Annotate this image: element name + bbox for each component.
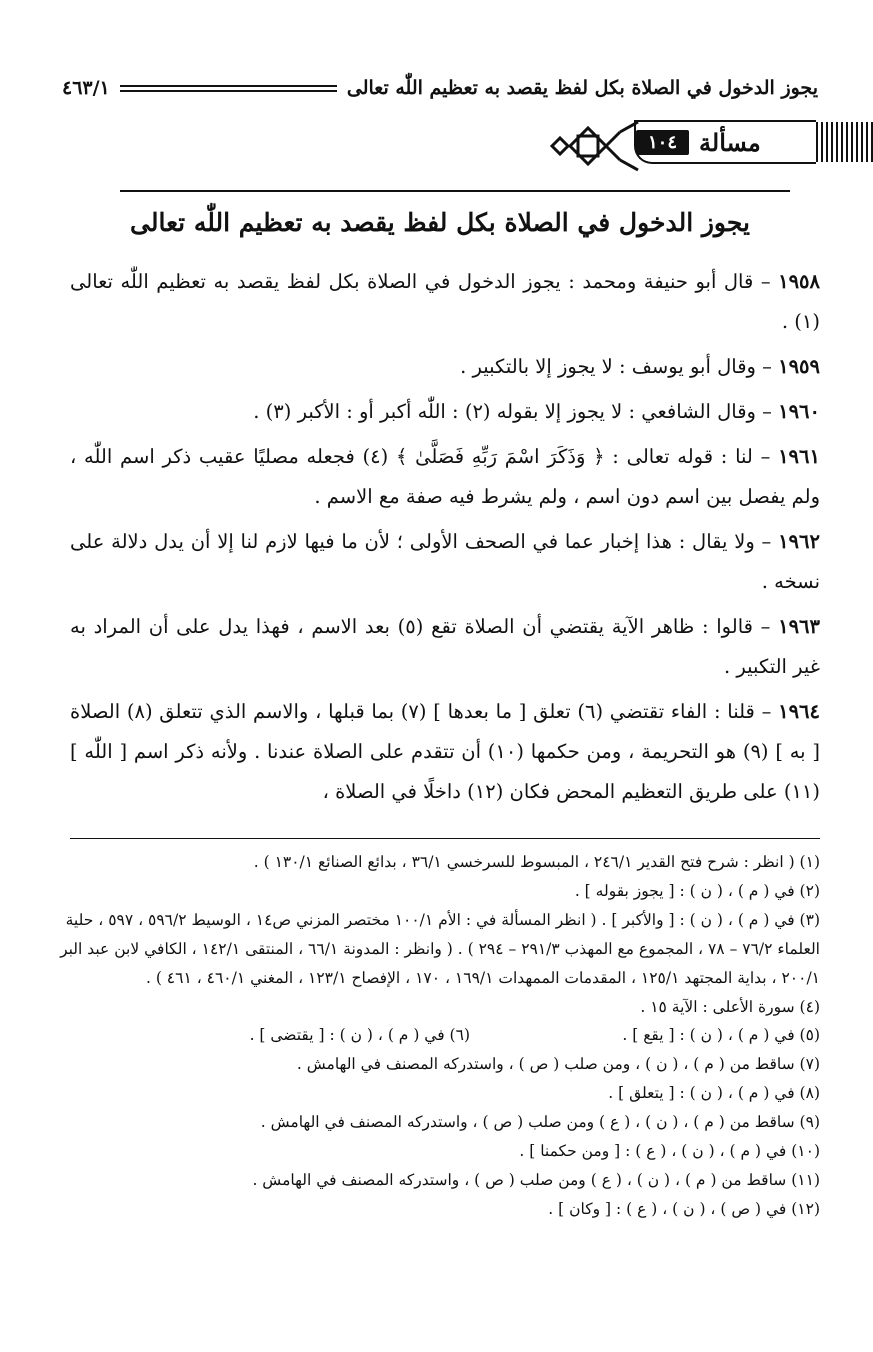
paragraph-text: – قلنا : الفاء تقتضي (٦) تعلق [ ما بعدها ] (٧) بما قبلها ، والاسم الذي تتعلق (٨) الصلاة [ به ] (٩) هو التحريمة ، ومن حكمها (١٠) أن تتقدم على الصلاة عندنا . ولأنه ذكر اسم [ اللّٰه ] (١١) على طريق التعظيم المحض فكان (١٢) داخلًا في الصلاة ، (70, 700, 820, 803)
paragraph (70, 347, 820, 387)
issue-title: يجوز الدخول في الصلاة بكل لفظ يقصد به تعظيم اللّٰه تعالى (130, 208, 750, 237)
footnote: (١٢) في ( ص ) ، ( ن ) ، ( ع ) : [ وكان ] . (548, 1199, 820, 1218)
paragraph-text: – قال أبو حنيفة ومحمد : يجوز الدخول في الصلاة بكل لفظ يقصد به تعظيم اللّٰه تعالى (١) . (70, 270, 820, 333)
masala-box (634, 120, 816, 164)
body-text (70, 262, 820, 817)
paragraph (70, 262, 820, 342)
geometric-ornament-icon (548, 118, 640, 174)
footnote: (٣) في ( م ) ، ( ن ) : [ والأكبر ] . ( انظر المسألة في : الأم ١٠٠/١ مختصر المزني ص١٤ ، الوسيط ٥٩٦/٢ ، ٥٩٧ ، حلية العلماء ٧٦/٢ – ٧٨ ، المجموع مع المهذب ٢٩١/٣ – ٢٩٤ ) . ( وانظر : المدونة ٦٦/١ ، المنتقى ١٤٢/١ ، الكافي لابن عبد البر ٢٠٠/١ ، بداية المجتهد ١٢٥/١ ، المقدمات الممهدات ١٦٩/١ ، ١٧٠ ، الإفصاح ١٢٣/١ ، المغني ٤٦٠/١ ، ٤٦١ ) . (60, 910, 820, 987)
paragraph-text: – لنا : قوله تعالى : ﴿ وَذَكَرَ اسْمَ رَبِّهِ فَصَلَّىٰ ﴾ (٤) فجعله مصليًا عقيب ذكر اسم اللّٰه ، ولم يفصل بين اسم دون اسم ، ولم يشرط فيه صفة مع الاسم . (70, 445, 820, 508)
paragraph-text: – وقال أبو يوسف : لا يجوز إلا بالتكبير . (460, 355, 772, 378)
paragraph (70, 437, 820, 517)
paragraph-number: ١٩٦١ (778, 445, 820, 468)
paragraph-number: ١٩٥٩ (778, 355, 820, 378)
masala-number: ١٠٤ (636, 130, 689, 155)
footnote: (١١) ساقط من ( م ) ، ( ن ) ، ( ع ) ومن صلب ( ص ) ، واستدركه المصنف في الهامش . (252, 1170, 820, 1189)
page-reference: ٤٦٣/١ (62, 77, 110, 99)
running-title: يجوز الدخول في الصلاة بكل لفظ يقصد به تعظيم اللّٰه تعالى (346, 77, 818, 99)
paragraph-number: ١٩٥٨ (778, 270, 820, 293)
footnote-row (60, 1021, 820, 1050)
paragraph (70, 607, 820, 687)
footnotes (60, 848, 820, 1224)
paragraph-number: ١٩٦٢ (778, 530, 820, 553)
paragraph (70, 522, 820, 602)
title-rule (120, 190, 790, 192)
header-double-rule (120, 85, 337, 92)
footnote: (٤) سورة الأعلى : الآية ١٥ . (640, 997, 820, 1016)
paragraph-text: – ولا يقال : هذا إخبار عما في الصحف الأولى ؛ لأن ما فيها لازم لنا إلا أن يدل دلالة على نسخه . (70, 530, 820, 593)
footnote: (٥) في ( م ) ، ( ن ) : [ يقع ] . (622, 1026, 820, 1045)
masala-banner (548, 118, 873, 174)
footnote: (٦) في ( م ) ، ( ن ) : [ يقتضى ] . (249, 1026, 470, 1045)
banner-bars-ornament (816, 122, 873, 162)
footnote-divider (70, 838, 820, 839)
paragraph-number: ١٩٦٤ (778, 700, 821, 723)
footnote: (١٠) في ( م ) ، ( ن ) ، ( ع ) : [ ومن حكمنا ] . (519, 1142, 820, 1161)
paragraph (70, 392, 820, 432)
running-header (62, 70, 818, 106)
paragraph-text: – وقال الشافعي : لا يجوز إلا بقوله (٢) : اللّٰه أكبر أو : الأكبر (٣) . (253, 400, 772, 423)
footnote: (١) ( انظر : شرح فتح القدير ٢٤٦/١ ، المبسوط للسرخسي ٣٦/١ ، بدائع الصنائع ١٣٠/١ ) . (253, 853, 820, 871)
masala-label: مسألة (699, 127, 761, 157)
footnote: (٩) ساقط من ( م ) ، ( ن ) ، ( ع ) ومن صلب ( ص ) ، واستدركه المصنف في الهامش . (260, 1113, 820, 1132)
footnote: (٢) في ( م ) ، ( ن ) : [ يجوز بقوله ] . (574, 881, 820, 900)
paragraph (70, 692, 820, 812)
paragraph-number: ١٩٦٣ (778, 615, 821, 638)
footnote: (٧) ساقط من ( م ) ، ( ن ) ، ومن صلب ( ص ) ، واستدركه المصنف في الهامش . (296, 1055, 820, 1074)
footnote: (٨) في ( م ) ، ( ن ) : [ يتعلق ] . (608, 1084, 820, 1103)
paragraph-number: ١٩٦٠ (778, 400, 820, 423)
paragraph-text: – قالوا : ظاهر الآية يقتضي أن الصلاة تقع (٥) بعد الاسم ، فهذا يدل على أن المراد به غير التكبير . (70, 615, 820, 678)
